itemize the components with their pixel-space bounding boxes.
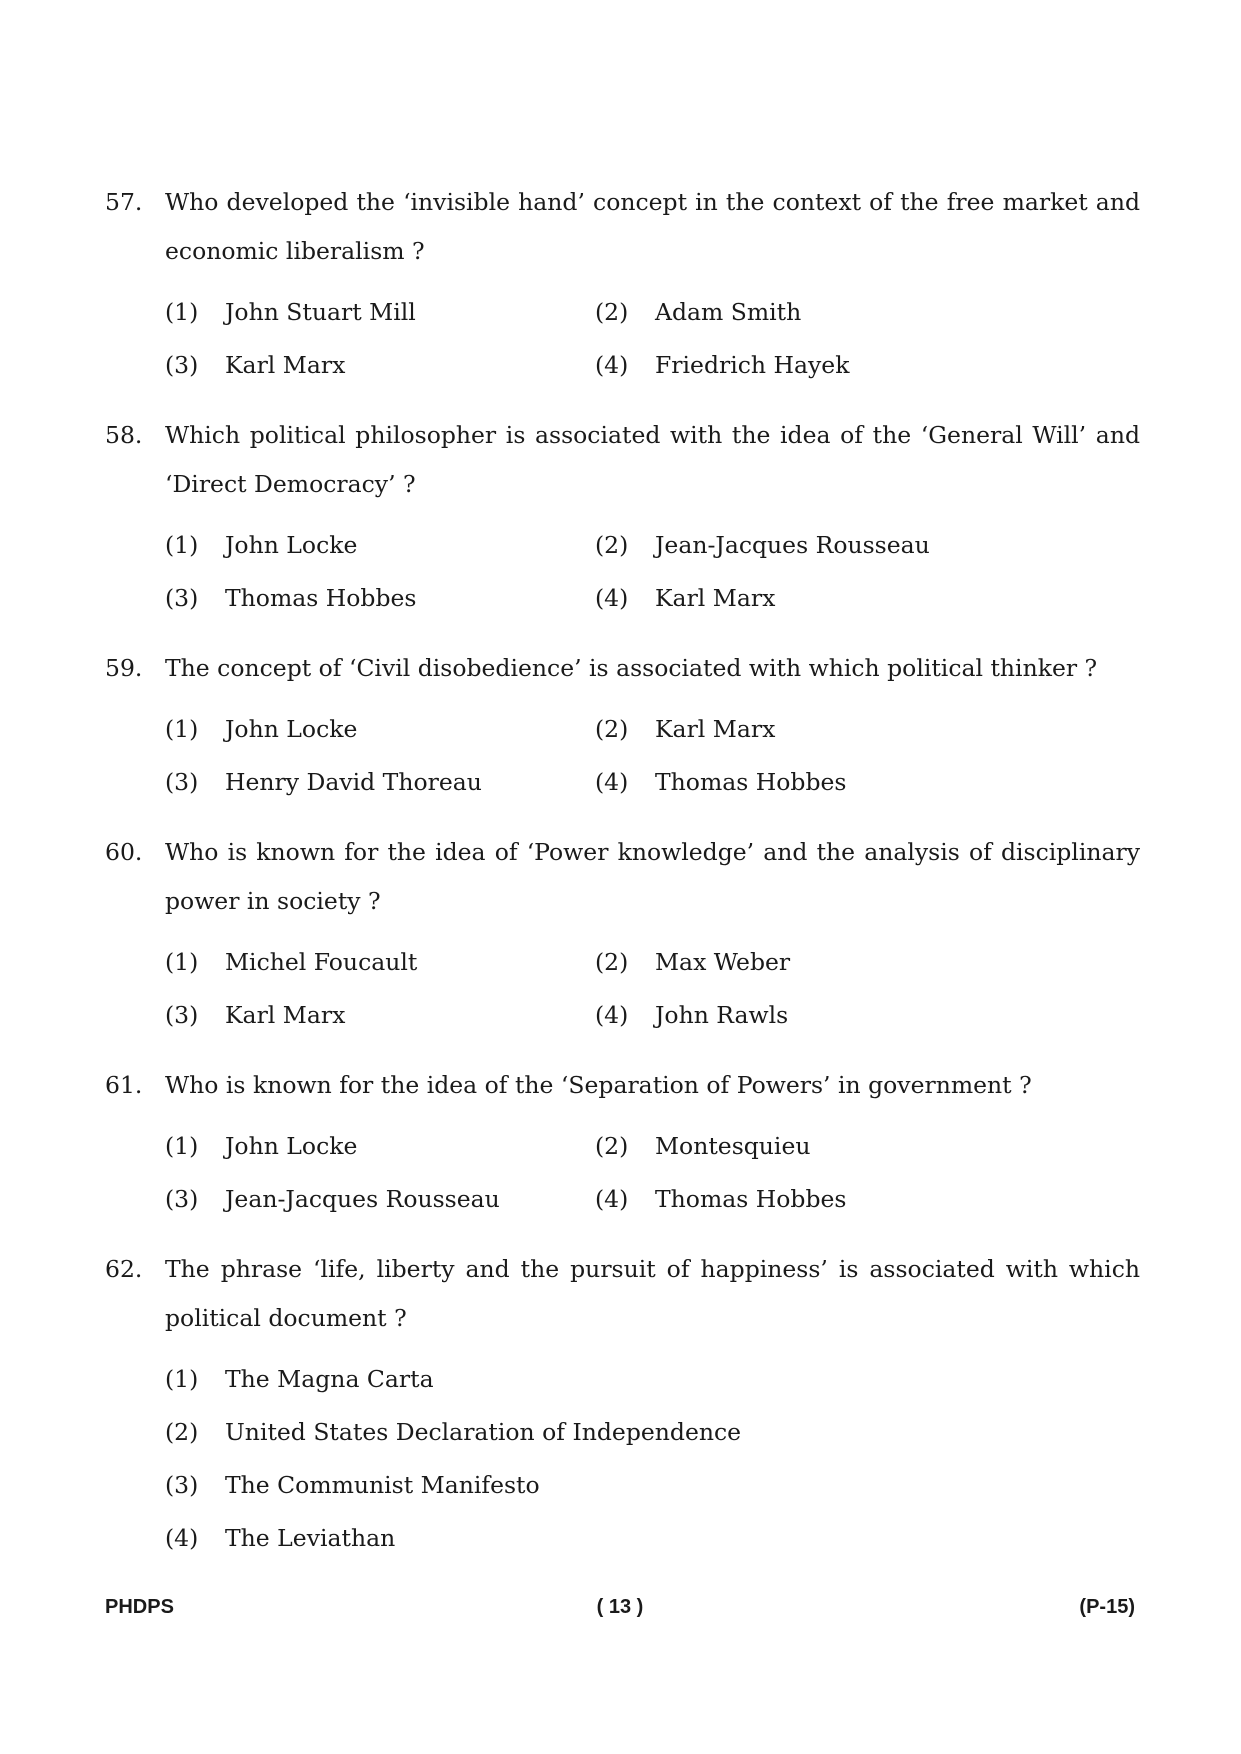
option-text: Jean-Jacques Rousseau <box>655 531 930 559</box>
option-number: (1) <box>165 1365 199 1393</box>
option-text: Karl Marx <box>225 351 346 379</box>
option-number: (4) <box>165 1524 199 1552</box>
option <box>595 938 1025 987</box>
question-number: 59. <box>105 654 143 682</box>
option-number: (2) <box>595 715 629 743</box>
option-number: (2) <box>595 948 629 976</box>
page-footer <box>105 1596 1135 1626</box>
option <box>165 341 595 390</box>
option-text: John Locke <box>225 1132 358 1160</box>
option-number: (4) <box>595 768 629 796</box>
footer-code: PHDPS <box>105 1596 174 1618</box>
option-number: (3) <box>165 1471 199 1499</box>
option-text: Montesquieu <box>655 1132 811 1160</box>
option-number: (1) <box>165 298 199 326</box>
option-text: Friedrich Hayek <box>655 351 850 379</box>
option-text: Thomas Hobbes <box>655 1185 847 1213</box>
option-number: (3) <box>165 768 199 796</box>
option-number: (2) <box>595 298 629 326</box>
option-number: (3) <box>165 1185 199 1213</box>
footer-page-number: ( 13 ) <box>596 1596 644 1618</box>
option-text: The Communist Manifesto <box>225 1471 540 1499</box>
options-grid <box>165 286 1140 392</box>
question-57 <box>105 178 1140 392</box>
option-text: John Stuart Mill <box>225 298 416 326</box>
footer-set-code: (P-15) <box>1079 1596 1135 1618</box>
option-text: The Leviathan <box>225 1524 396 1552</box>
option <box>165 705 595 754</box>
question-text: Who is known for the idea of ‘Power knowledge’ and the analysis of disciplinary power in society ? <box>165 838 1140 915</box>
option <box>165 758 595 807</box>
option-number: (3) <box>165 584 199 612</box>
option-number: (2) <box>165 1418 199 1446</box>
option <box>595 705 1025 754</box>
question-62 <box>105 1245 1140 1565</box>
option-text: Jean-Jacques Rousseau <box>225 1185 500 1213</box>
option <box>165 288 595 337</box>
option-text: Adam Smith <box>655 298 802 326</box>
question-text: Who is known for the idea of the ‘Separation of Powers’ in government ? <box>165 1071 1032 1099</box>
option-text: Max Weber <box>655 948 791 976</box>
option <box>165 938 595 987</box>
question-59 <box>105 644 1140 809</box>
option <box>165 1175 595 1224</box>
option-number: (4) <box>595 351 629 379</box>
options-grid <box>165 1120 1140 1226</box>
option-number: (4) <box>595 1001 629 1029</box>
option <box>595 1122 1025 1171</box>
question-number: 61. <box>105 1071 143 1099</box>
option-number: (3) <box>165 351 199 379</box>
option-text: United States Declaration of Independence <box>225 1418 742 1446</box>
question-text: The concept of ‘Civil disobedience’ is associated with which political thinker ? <box>165 654 1098 682</box>
option-text: Michel Foucault <box>225 948 418 976</box>
option <box>595 521 1025 570</box>
option-text: John Locke <box>225 715 358 743</box>
question-text: Which political philosopher is associated with the idea of the ‘General Will’ and ‘Direct Democracy’ ? <box>165 421 1140 498</box>
question-60 <box>105 828 1140 1042</box>
option-number: (3) <box>165 1001 199 1029</box>
option <box>595 288 1025 337</box>
option <box>165 574 595 623</box>
option-number: (1) <box>165 1132 199 1160</box>
options-grid <box>165 936 1140 1042</box>
option-text: Karl Marx <box>225 1001 346 1029</box>
option-number: (2) <box>595 531 629 559</box>
option <box>165 521 595 570</box>
option <box>595 341 1025 390</box>
option-text: Karl Marx <box>655 584 776 612</box>
option <box>595 1175 1025 1224</box>
option <box>165 1408 741 1457</box>
option <box>165 1355 434 1404</box>
question-number: 60. <box>105 838 143 866</box>
option-text: Thomas Hobbes <box>655 768 847 796</box>
option <box>595 574 1025 623</box>
option-text: Karl Marx <box>655 715 776 743</box>
question-text: Who developed the ‘invisible hand’ concept in the context of the free market and economic liberalism ? <box>165 188 1140 265</box>
option-text: Thomas Hobbes <box>225 584 417 612</box>
option-text: John Locke <box>225 531 358 559</box>
option-text: Henry David Thoreau <box>225 768 482 796</box>
question-61 <box>105 1061 1140 1226</box>
question-number: 62. <box>105 1255 143 1283</box>
option <box>165 991 595 1040</box>
option <box>595 991 1025 1040</box>
options-list <box>165 1353 1140 1565</box>
option-number: (1) <box>165 531 199 559</box>
option-text: The Magna Carta <box>225 1365 434 1393</box>
options-grid <box>165 703 1140 809</box>
option-number: (1) <box>165 715 199 743</box>
question-number: 58. <box>105 421 143 449</box>
question-number: 57. <box>105 188 143 216</box>
option-number: (4) <box>595 1185 629 1213</box>
question-58 <box>105 411 1140 625</box>
question-text: The phrase ‘life, liberty and the pursuit of happiness’ is associated with which political document ? <box>165 1255 1140 1332</box>
option <box>595 758 1025 807</box>
options-grid <box>165 519 1140 625</box>
option-number: (4) <box>595 584 629 612</box>
option <box>165 1122 595 1171</box>
option-number: (2) <box>595 1132 629 1160</box>
option <box>165 1514 395 1563</box>
option <box>165 1461 540 1510</box>
option-text: John Rawls <box>655 1001 789 1029</box>
option-number: (1) <box>165 948 199 976</box>
